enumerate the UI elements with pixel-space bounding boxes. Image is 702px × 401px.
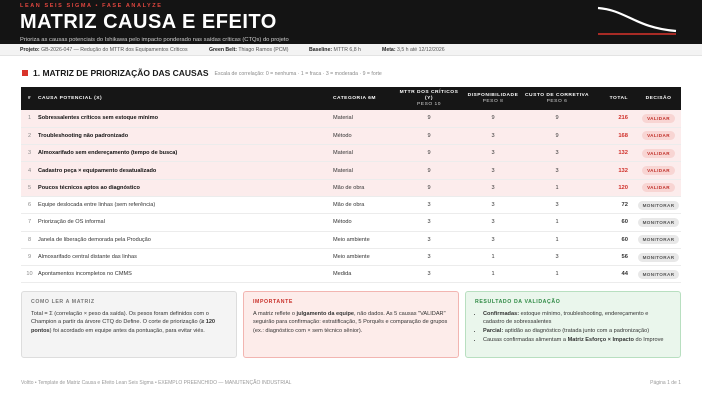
result-confirmed-item: • Confirmadas: estoque mínimo, troubleshooting, endereçamento e cadastro de sobressalentes bbox=[483, 310, 671, 327]
row-mttr-score: 9 bbox=[427, 184, 431, 191]
row-cost-score: 1 bbox=[555, 271, 559, 278]
row-decision bbox=[636, 179, 681, 196]
header-kicker: LEAN SEIS SIGMA • FASE ANALYZE bbox=[20, 3, 163, 9]
row-mttr-score: 3 bbox=[427, 219, 431, 226]
important-text: A matriz reflete o julgamento da equipe, não dados. As 5 causas "VALIDAR" seguirão para confirmação: estratificação, 5 Porquês e comparação de grupos (ex.: diagnóstico com × sem técnico sênior). bbox=[253, 310, 448, 334]
section-heading bbox=[22, 68, 382, 78]
row-number: 5 bbox=[27, 184, 32, 191]
row-number: 8 bbox=[27, 236, 32, 243]
row-mttr-score: 9 bbox=[427, 150, 431, 157]
row-cost-score: 3 bbox=[555, 202, 559, 209]
header-banner bbox=[0, 0, 702, 44]
row-cost-score: 3 bbox=[555, 150, 559, 157]
row-decision bbox=[636, 110, 681, 127]
row-number: 9 bbox=[27, 254, 32, 261]
meta-projeto: Projeto: GB-2026-047 — Redução do MTTR dos Equipamentos Críticos bbox=[20, 47, 188, 53]
row-total: 168 bbox=[618, 132, 628, 139]
row-category: Método bbox=[333, 132, 352, 139]
decision-badge: MONITORAR bbox=[638, 270, 680, 279]
row-number: 7 bbox=[27, 219, 32, 226]
row-cause: Janela de liberação demorada pela Produção bbox=[38, 236, 151, 243]
row-cost-score: 1 bbox=[555, 219, 559, 226]
row-mttr-score: 3 bbox=[427, 236, 431, 243]
row-cause: Poucos técnicos aptos ao diagnóstico bbox=[38, 184, 140, 191]
row-total: 44 bbox=[621, 271, 628, 278]
row-decision bbox=[636, 162, 681, 179]
decision-badge: VALIDAR bbox=[642, 183, 675, 192]
row-cost-score: 9 bbox=[555, 132, 559, 139]
row-availability-score: 1 bbox=[491, 254, 495, 261]
col-header-category: CATEGORIA 6M bbox=[333, 95, 376, 101]
row-decision bbox=[636, 196, 681, 213]
table-row bbox=[21, 248, 681, 265]
row-category: Material bbox=[333, 115, 353, 122]
row-availability-score: 1 bbox=[491, 271, 495, 278]
row-cause: Almoxarifado central distante das linhas bbox=[38, 254, 137, 261]
row-cost-score: 3 bbox=[555, 254, 559, 261]
table-row bbox=[21, 110, 681, 127]
prioritization-table bbox=[21, 87, 681, 283]
row-total: 60 bbox=[621, 219, 628, 226]
page-subtitle: Prioriza as causas potenciais do Ishikawa pelo impacto ponderado nas saídas críticas (CTQs) do projeto bbox=[20, 37, 289, 43]
table-row bbox=[21, 266, 681, 283]
table-row bbox=[21, 145, 681, 162]
row-availability-score: 3 bbox=[491, 150, 495, 157]
table-row bbox=[21, 162, 681, 179]
row-total: 60 bbox=[621, 236, 628, 243]
row-number: 3 bbox=[27, 150, 32, 157]
how-to-read-title: COMO LER A MATRIZ bbox=[31, 299, 95, 305]
row-availability-score: 3 bbox=[491, 202, 495, 209]
table-row bbox=[21, 231, 681, 248]
row-total: 120 bbox=[618, 184, 628, 191]
meta-goal: Meta: 3,5 h até 12/12/2026 bbox=[382, 47, 445, 53]
page-title: MATRIZ CAUSA E EFEITO bbox=[20, 11, 277, 33]
row-cause: Cadastro peça × equipamento desatualizado bbox=[38, 167, 157, 174]
decision-badge: VALIDAR bbox=[642, 114, 675, 123]
decay-curve-icon bbox=[596, 6, 678, 36]
row-mttr-score: 3 bbox=[427, 271, 431, 278]
row-category: Material bbox=[333, 150, 353, 157]
row-total: 56 bbox=[621, 254, 628, 261]
row-cost-score: 1 bbox=[555, 236, 559, 243]
row-availability-score: 3 bbox=[491, 132, 495, 139]
decision-badge: VALIDAR bbox=[642, 131, 675, 140]
meta-baseline: Baseline: MTTR 6,8 h bbox=[309, 47, 361, 53]
section-marker-icon bbox=[22, 70, 28, 76]
row-cost-score: 9 bbox=[555, 115, 559, 122]
col-header-cost: CUSTO DE CORRETIVA PESO 6 bbox=[525, 92, 589, 104]
row-mttr-score: 9 bbox=[427, 115, 431, 122]
table-row bbox=[21, 196, 681, 213]
row-mttr-score: 9 bbox=[427, 132, 431, 139]
row-cause: Priorização de OS informal bbox=[38, 219, 105, 226]
row-availability-score: 3 bbox=[491, 219, 495, 226]
row-availability-score: 3 bbox=[491, 167, 495, 174]
row-availability-score: 3 bbox=[491, 236, 495, 243]
decision-badge: VALIDAR bbox=[642, 149, 675, 158]
table-header-row bbox=[21, 87, 681, 110]
footer-left-text: Voltto • Template de Matriz Causa e Efeito Lean Seis Sigma • EXEMPLO PREENCHIDO — MANUTENÇÃO INDUSTRIAL bbox=[21, 380, 292, 386]
page-footer bbox=[21, 380, 681, 386]
row-decision bbox=[636, 266, 681, 283]
row-decision bbox=[636, 231, 681, 248]
row-cause: Sobressalentes críticos sem estoque mínimo bbox=[38, 115, 158, 122]
how-to-read-text: Total = Σ (correlação × peso da saída). Os pesos foram definidos com o Champion a partir da árvore CTQ do Define. O corte de priorização (≥ 120 pontos) foi acordado em equipe antes da pontuação, para evitar viés. bbox=[31, 310, 216, 334]
row-decision bbox=[636, 248, 681, 265]
how-to-read-card bbox=[21, 291, 237, 358]
important-card bbox=[243, 291, 459, 358]
row-category: Mão de obra bbox=[333, 184, 365, 191]
validation-result-title: RESULTADO DA VALIDAÇÃO bbox=[475, 299, 561, 305]
row-decision bbox=[636, 214, 681, 231]
row-category: Meio ambiente bbox=[333, 236, 370, 243]
row-category: Método bbox=[333, 219, 352, 226]
row-total: 132 bbox=[618, 150, 628, 157]
decision-badge: MONITORAR bbox=[638, 218, 680, 227]
table-row bbox=[21, 214, 681, 231]
row-category: Medida bbox=[333, 271, 352, 278]
section-title: 1. MATRIZ DE PRIORIZAÇÃO DAS CAUSAS bbox=[33, 68, 209, 78]
col-header-total: TOTAL bbox=[609, 95, 628, 101]
row-availability-score: 3 bbox=[491, 184, 495, 191]
col-header-cause: CAUSA POTENCIAL (X) bbox=[38, 95, 103, 101]
decision-badge: MONITORAR bbox=[638, 235, 680, 244]
row-cause: Troubleshooting não padronizado bbox=[38, 132, 129, 139]
result-next-step-item: • Causas confirmadas alimentam a Matriz Esforço × Impacto do Improve bbox=[483, 336, 671, 345]
col-header-availability: DISPONIBILIDADE PESO 8 bbox=[467, 92, 519, 104]
row-cause: Almoxarifado sem endereçamento (tempo de busca) bbox=[38, 150, 178, 157]
row-number: 6 bbox=[27, 202, 32, 209]
row-category: Mão de obra bbox=[333, 202, 365, 209]
row-total: 216 bbox=[618, 115, 628, 122]
row-availability-score: 9 bbox=[491, 115, 495, 122]
row-category: Material bbox=[333, 167, 353, 174]
decision-badge: MONITORAR bbox=[638, 253, 680, 262]
row-mttr-score: 3 bbox=[427, 254, 431, 261]
row-number: 10 bbox=[26, 271, 33, 278]
col-header-decision: DECISÃO bbox=[645, 95, 672, 101]
col-header-mttr: MTTR DOS CRÍTICOS (Y) PESO 10 bbox=[399, 89, 459, 107]
row-cause: Equipe deslocada entre linhas (sem referência) bbox=[38, 202, 156, 209]
row-cause: Apontamentos incompletos no CMMS bbox=[38, 271, 132, 278]
validation-result-card bbox=[465, 291, 681, 358]
row-mttr-score: 3 bbox=[427, 202, 431, 209]
row-mttr-score: 9 bbox=[427, 167, 431, 174]
table-row bbox=[21, 179, 681, 196]
footer-page-number: Página 1 de 1 bbox=[650, 380, 681, 386]
project-meta-bar bbox=[0, 44, 702, 56]
col-header-num: # bbox=[27, 95, 32, 101]
decision-badge: VALIDAR bbox=[642, 166, 675, 175]
result-partial-item: • Parcial: aptidão ao diagnóstico (tratada junto com a padronização) bbox=[483, 327, 671, 336]
row-number: 4 bbox=[27, 167, 32, 174]
row-total: 132 bbox=[618, 167, 628, 174]
row-number: 2 bbox=[27, 132, 32, 139]
row-cost-score: 3 bbox=[555, 167, 559, 174]
important-title: IMPORTANTE bbox=[253, 299, 293, 305]
row-decision bbox=[636, 127, 681, 144]
decision-badge: MONITORAR bbox=[638, 201, 680, 210]
row-cost-score: 1 bbox=[555, 184, 559, 191]
table-row bbox=[21, 127, 681, 144]
meta-green-belt: Green Belt: Thiago Ramos (PCM) bbox=[209, 47, 289, 53]
row-total: 72 bbox=[621, 202, 628, 209]
row-category: Meio ambiente bbox=[333, 254, 370, 261]
correlation-scale-note: Escala de correlação: 0 = nenhuma · 1 = fraca · 3 = moderada · 9 = forte bbox=[214, 70, 382, 77]
row-decision bbox=[636, 145, 681, 162]
row-number: 1 bbox=[27, 115, 32, 122]
